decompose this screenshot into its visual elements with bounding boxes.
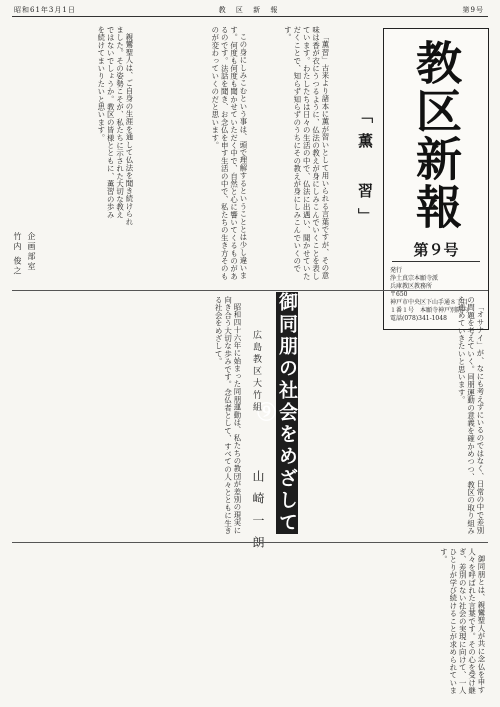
masthead-rule: [392, 261, 480, 262]
lead-body-2: この身にしみこむという事は、頭で理解するということとは少し違います。何度も何度も聞かせていただく中で、自然と心に響いてくるものがあるのです。法話を聞き、お念仏を申す生活の中で、私たちの生き方そのものが変わっていくのだと思います。: [210, 26, 248, 281]
publisher-line: 〒650: [390, 291, 408, 298]
publisher-line: １番１号 本願寺神戸別院内: [390, 307, 469, 314]
masthead: [383, 28, 489, 330]
publisher-line: 神戸市中央区下山手通８丁目: [390, 299, 469, 306]
masthead-title: 教区新報: [409, 39, 463, 231]
publisher-line: 発行: [390, 267, 403, 274]
lead-signature-title: 企画部室: [27, 232, 36, 272]
lead-body-1: 「薫習」古来より諸本に薫が習いとして用いられる言葉ですが、その意味は香が衣にうつるように、仏法の教えが身にしみこんでいくことを表しています。わたしたちは日々の生活の中で、仏法に出遇い、聞かせていただくことで、知らず知らずのうちにその教えが身にしみこんでいくのです。: [283, 26, 330, 281]
feature-author: 山崎一朗: [251, 470, 265, 558]
publisher-line: 電話(078)341-1048: [390, 315, 447, 322]
section-rule: [12, 542, 488, 543]
lead-signature-name: 竹内 俊之: [13, 232, 22, 277]
feature-body-3: 御同朋とは、親鸞聖人が共に念仏を申す人々を呼ばれた言葉です。その心を受け継ぎ、差別のない社会の実現に向けて、一人ひとりが学び続けることが求められています。: [439, 548, 486, 695]
header-paper-title: 教 区 新 報: [218, 6, 282, 14]
header-rule: [12, 16, 488, 17]
publisher-line: 浄土真宗本願寺派: [390, 275, 439, 282]
masthead-issue: 第９号: [413, 241, 459, 259]
publisher-line: 兵庫教区教務所: [390, 283, 433, 290]
header-page-number: 第9号: [462, 6, 484, 14]
feature-body-1: 「オサナイ」が、なにも考えずにいるのではなく、日常の中で差別の問題を考えていく。同朋運動の意義を確かめつつ、教区の取り組みを進めていきたいと思います。: [457, 296, 485, 535]
section-rule: [12, 290, 488, 291]
lead-body-3: 親鸞聖人は、ご自身の生涯を通して仏法を聞き続けられました。その姿勢こそが、私たちに示された大切な教えではないでしょうか。教区の皆様とともに、薫習の歩みを続けてまいりたいと思います。: [96, 26, 134, 226]
feature-subtitle: 広島教区大竹組: [251, 330, 261, 414]
header-date: 昭和61年3月1日: [14, 6, 76, 14]
feature-headline: 御同朋の社会をめざして⑨: [254, 292, 298, 534]
lead-heading: 「薫 習」: [356, 108, 374, 233]
feature-body-2: 昭和四十六年に始まった同朋運動は、私たちの教団が差別の現実に向き合う大切な歩みです。念仏者として、すべての人々とともに生きる社会をめざして。: [214, 296, 242, 535]
